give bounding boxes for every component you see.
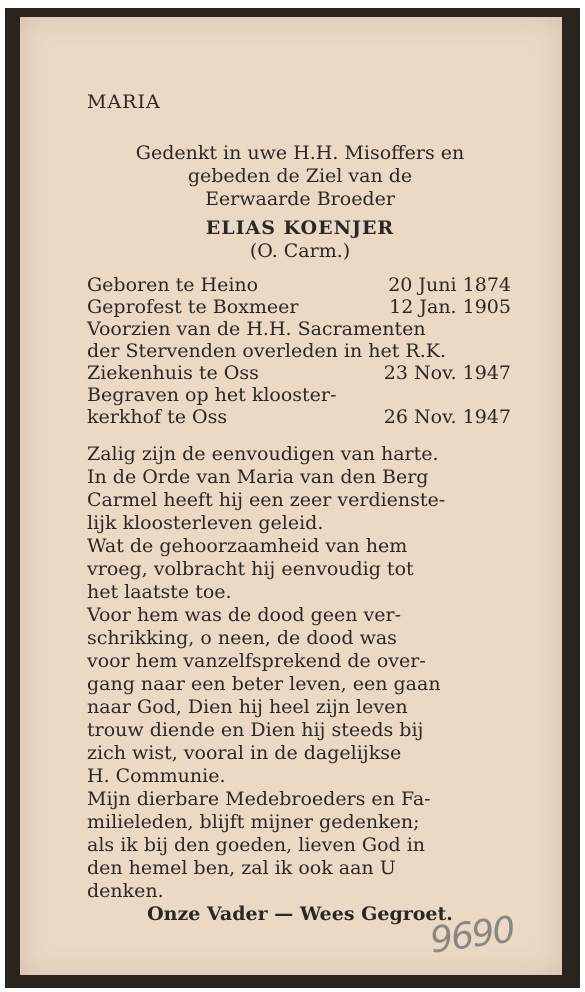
body-line-20: denken. (87, 880, 164, 902)
intro-line-3: Eerwaarde Broeder (205, 188, 395, 210)
body-line-5: Wat de gehoorzaamheid van hem (87, 535, 408, 557)
body-line-16: Mijn dierbare Medebroeders en Fa- (87, 788, 431, 810)
body-line-11: gang naar een beter leven, een gaan (87, 673, 441, 695)
body-line-19: den hemel ben, zal ik ook aan U (87, 857, 396, 879)
fact-label: Geboren te Heino (87, 274, 259, 296)
body-line-1: Zalig zijn de eenvoudigen van harte. (87, 443, 439, 465)
body-line-3: Carmel heeft hij een zeer verdienste- (87, 489, 446, 511)
fact-date: 23 Nov. 1947 (383, 362, 511, 384)
handwritten-number: 9690 (427, 909, 517, 962)
fact-label: Begraven op het klooster- (87, 384, 337, 406)
body-line-2: In de Orde van Maria van den Berg (87, 466, 429, 488)
fact-label: der Stervenden overleden in het R.K. (87, 340, 446, 362)
body-line-6: vroeg, volbracht hij eenvoudig tot (87, 558, 414, 580)
fact-date: 20 Juni 1874 (388, 274, 511, 296)
fact-row-hospital (87, 362, 511, 384)
fact-row-birth (87, 274, 511, 296)
fact-row-buried (87, 384, 511, 406)
body-line-17: milieleden, blijft mijner gedenken; (87, 811, 420, 833)
intro-line-2: gebeden de Ziel van de (187, 165, 413, 187)
closing-prayer: Onze Vader — Wees Gegroet. (147, 903, 453, 925)
intro-line-1: Gedenkt in uwe H.H. Misoffers en (135, 142, 465, 164)
body-line-12: naar God, Dien hij heel zijn leven (87, 696, 408, 718)
body-line-9: schrikking, o neen, de dood was (87, 627, 397, 649)
fact-row-died (87, 340, 511, 362)
body-line-10: voor hem vanzelfsprekend de over- (87, 650, 426, 672)
body-line-8: Voor hem was de dood geen ver- (87, 604, 401, 626)
fact-label: Ziekenhuis te Oss (87, 362, 259, 384)
fact-row-sacraments (87, 318, 511, 340)
fact-label: Geprofest te Boxmeer (87, 296, 299, 318)
body-line-13: trouw diende en Dien hij steeds bij (87, 719, 424, 741)
fact-row-profession (87, 296, 511, 318)
body-line-7: het laatste toe. (87, 581, 232, 603)
fact-label: Voorzien van de H.H. Sacramenten (87, 318, 426, 340)
order-abbreviation: (O. Carm.) (249, 240, 351, 262)
deceased-name: ELIAS KOENJER (205, 217, 395, 239)
body-line-4: lijk kloosterleven geleid. (87, 512, 324, 534)
body-line-18: als ik bij den goeden, lieven God in (87, 834, 426, 856)
body-line-14: zich wist, vooral in de dagelijkse (87, 742, 402, 764)
fact-date: 12 Jan. 1905 (389, 296, 511, 318)
fact-date: 26 Nov. 1947 (383, 406, 511, 428)
header-maria: MARIA (87, 91, 161, 113)
fact-row-cemetery (87, 406, 511, 428)
body-line-15: H. Communie. (87, 765, 226, 787)
fact-label: kerkhof te Oss (87, 406, 228, 428)
